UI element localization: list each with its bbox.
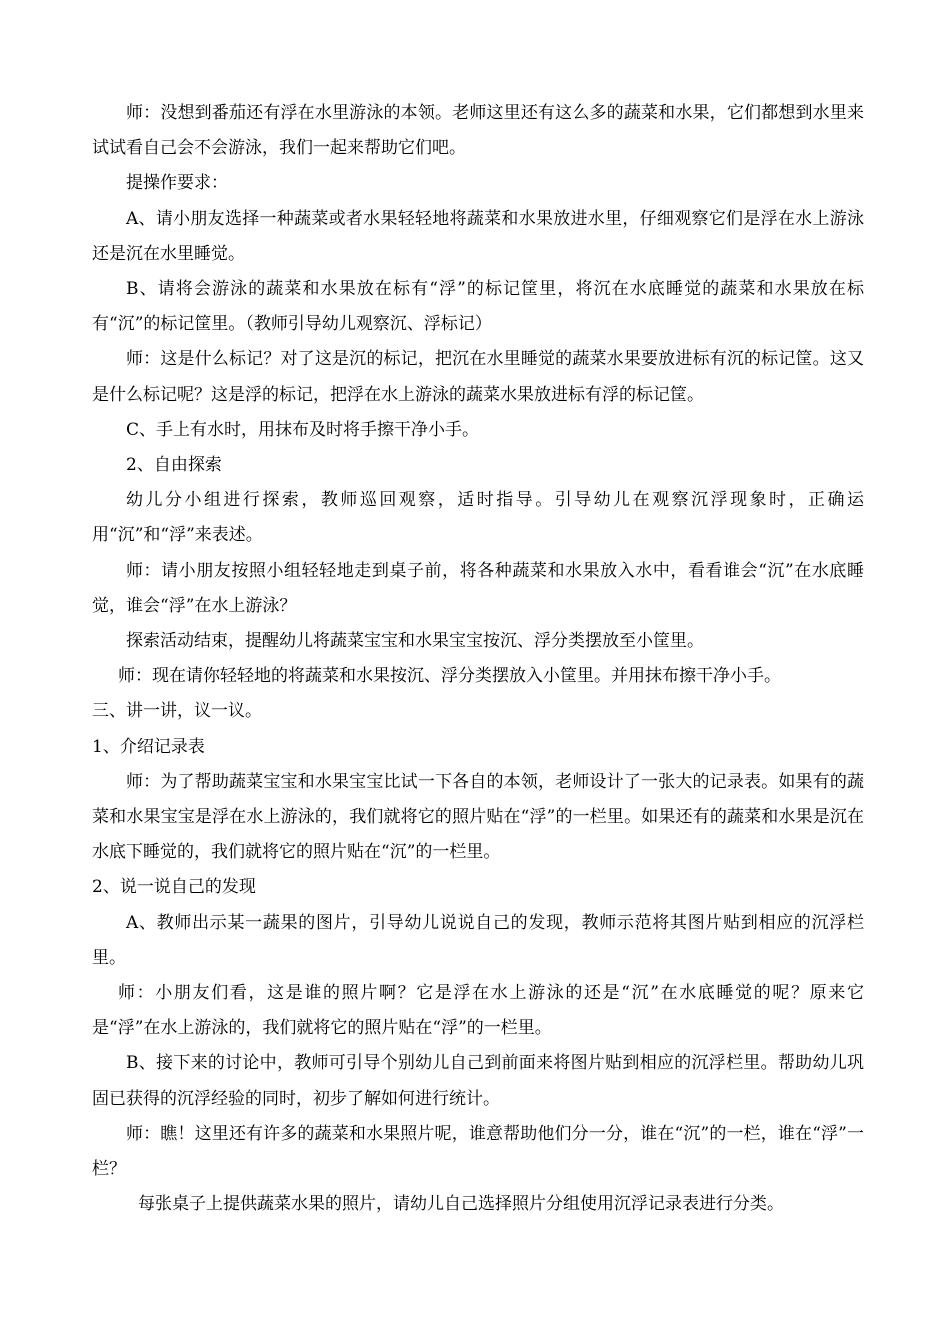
paragraph-teacher-sort: 师：现在请你轻轻地的将蔬菜和水果按沉、浮分类摆放入小筐里。并用抹布擦干净小手。	[118, 666, 781, 687]
paragraph-requirements-heading: 提操作要求：	[126, 173, 228, 194]
paragraph-requirement-c: C、手上有水时，用抹布及时将手擦干净小手。	[126, 419, 480, 440]
paragraph-activity-end: 探索活动结束，提醒幼儿将蔬菜宝宝和水果宝宝按沉、浮分类摆放至小筐里。	[126, 631, 704, 652]
subsection-heading-record-sheet: 1、介绍记录表	[92, 736, 205, 757]
subsection-heading-findings: 2、说一说自己的发现	[92, 877, 256, 898]
paragraph-requirement-b: B、请将会游泳的蔬菜和水果放在标有“浮”的标记筐里，将沉在水底睡觉的蔬菜和水果放在标有“沉”的标记筐里。（教师引导幼儿观察沉、浮标记）	[92, 279, 864, 335]
paragraph-teacher-groups: 师：请小朋友按照小组轻轻地走到桌子前，将各种蔬菜和水果放入水中，看看谁会“沉”在水底睡觉，谁会“浮”在水上游泳？	[92, 560, 864, 616]
section-heading-discuss: 三、讲一讲，议一议。	[92, 701, 262, 722]
paragraph-exploration-guide: 幼儿分小组进行探索，教师巡回观察，适时指导。引导幼儿在观察沉浮现象时，正确运用“沉”和“浮”来表述。	[92, 490, 864, 546]
paragraph-requirement-a: A、请小朋友选择一种蔬菜或者水果轻轻地将蔬菜和水果放进水里，仔细观察它们是浮在水上游泳还是沉在水里睡觉。	[92, 208, 864, 264]
paragraph-table-photos: 每张桌子上提供蔬菜水果的照片，请幼儿自己选择照片分组使用沉浮记录表进行分类。	[138, 1194, 784, 1215]
paragraph-findings-a: A、教师出示某一蔬果的图片，引导幼儿说说自己的发现，教师示范将其图片贴到相应的沉浮栏里。	[92, 912, 864, 968]
paragraph-teacher-marks: 师：这是什么标记？对了这是沉的标记，把沉在水里睡觉的蔬菜水果要放进标有沉的标记筐。这又是什么标记呢？这是浮的标记，把浮在水上游泳的蔬菜水果放进标有浮的标记筐。	[92, 349, 864, 405]
paragraph-section-free-exploration: 2、自由探索	[126, 455, 222, 476]
document-body	[92, 96, 864, 1223]
paragraph-teacher-intro: 师：没想到番茄还有浮在水里游泳的本领。老师这里还有这么多的蔬菜和水果，它们都想到水里来试试看自己会不会游泳，我们一起来帮助它们吧。	[92, 103, 864, 159]
paragraph-teacher-photo: 师：小朋友们看，这是谁的照片啊？它是浮在水上游泳的还是“沉”在水底睡觉的呢？原来它是“浮”在水上游泳的，我们就将它的照片贴在“浮”的一栏里。	[92, 983, 864, 1039]
paragraph-teacher-more-photos: 师：瞧！这里还有许多的蔬菜和水果照片呢，谁意帮助他们分一分，谁在“沉”的一栏，谁在“浮”一栏？	[92, 1123, 864, 1180]
paragraph-findings-b: B、接下来的讨论中，教师可引导个别幼儿自己到前面来将图片贴到相应的沉浮栏里。帮助幼儿巩固已获得的沉浮经验的同时，初步了解如何进行统计。	[92, 1053, 864, 1109]
paragraph-teacher-record-sheet: 师：为了帮助蔬菜宝宝和水果宝宝比试一下各自的本领，老师设计了一张大的记录表。如果有的蔬菜和水果宝宝是浮在水上游泳的，我们就将它的照片贴在“浮”的一栏里。如果还有的蔬菜和水果是沉在水底下睡觉的，我们就将它的照片贴在“沉”的一栏里。	[92, 771, 864, 863]
